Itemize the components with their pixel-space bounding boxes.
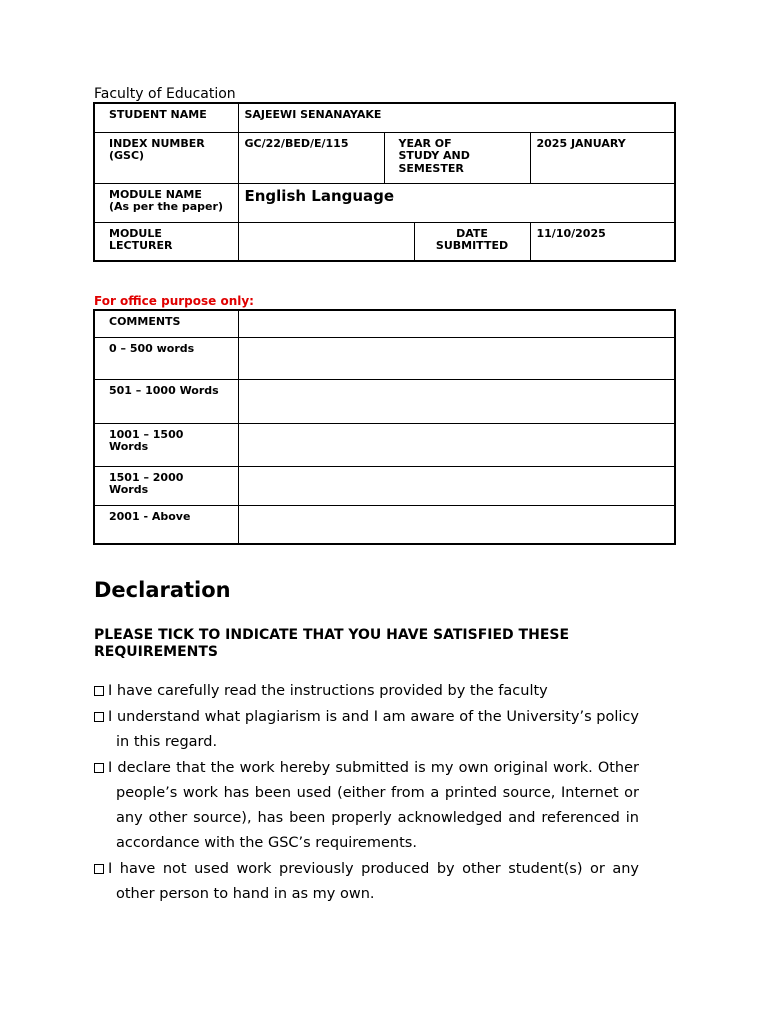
module-name-label: MODULE NAME (As per the paper) (94, 183, 238, 222)
list-item (94, 705, 639, 755)
student-name-value[interactable]: SAJEEWI SENANAYAKE (238, 103, 675, 132)
checkbox-icon[interactable] (94, 763, 104, 773)
declaration-heading: Declaration (94, 578, 231, 602)
table-row (94, 379, 675, 423)
checkbox-icon[interactable] (94, 712, 104, 722)
word-range-value[interactable] (238, 505, 675, 544)
module-lecturer-row (94, 222, 675, 261)
year-of-study-label: YEAR OF STUDY AND SEMESTER (384, 132, 530, 183)
checklist-text: I have not used work previously produced by other student(s) or any other person to hand in as my own. (108, 861, 639, 902)
module-lecturer-value[interactable] (238, 222, 414, 261)
date-submitted-value[interactable]: 11/10/2025 (530, 222, 675, 261)
word-range-label: 0 – 500 words (94, 337, 238, 379)
word-range-label: 1001 – 1500 Words (94, 423, 238, 466)
table-row (94, 505, 675, 544)
word-range-label: 501 – 1000 Words (94, 379, 238, 423)
checkbox-icon[interactable] (94, 864, 104, 874)
list-item (94, 857, 639, 907)
index-number-label: INDEX NUMBER (GSC) (94, 132, 238, 183)
word-range-value[interactable] (238, 423, 675, 466)
index-number-row (94, 132, 675, 183)
checklist-text: I have carefully read the instructions provided by the faculty (108, 683, 548, 699)
module-name-row (94, 183, 675, 222)
word-range-value[interactable] (238, 379, 675, 423)
word-range-value[interactable] (238, 337, 675, 379)
index-number-value[interactable]: GC/22/BED/E/115 (238, 132, 384, 183)
comments-value[interactable] (238, 310, 675, 337)
declaration-checklist (94, 679, 639, 908)
table-row (94, 337, 675, 379)
checklist-text: I declare that the work hereby submitted is my own original work. Other people’s work has been used (either from a printed source, Internet or any other source), has been properly acknowledged and referenced in accordance with the GSC’s requirements. (108, 760, 639, 851)
student-name-row (94, 103, 675, 132)
year-of-study-value[interactable]: 2025 JANUARY (530, 132, 675, 183)
list-item (94, 756, 639, 856)
student-name-label: STUDENT NAME (94, 103, 238, 132)
office-purpose-note: For office purpose only: (94, 294, 254, 308)
checkbox-icon[interactable] (94, 686, 104, 696)
declaration-instruction: PLEASE TICK TO INDICATE THAT YOU HAVE SATISFIED THESE REQUIREMENTS (94, 627, 570, 660)
table-row (94, 466, 675, 505)
list-item (94, 679, 639, 704)
module-lecturer-label: MODULE LECTURER (94, 222, 238, 261)
student-info-table (93, 102, 676, 262)
comments-label: COMMENTS (94, 310, 238, 337)
module-name-value[interactable]: English Language (238, 183, 675, 222)
word-range-label: 1501 – 2000 Words (94, 466, 238, 505)
comments-table (93, 309, 676, 545)
faculty-title: Faculty of Education (94, 86, 236, 102)
table-row (94, 423, 675, 466)
word-range-value[interactable] (238, 466, 675, 505)
date-submitted-label: DATE SUBMITTED (414, 222, 530, 261)
checklist-text: I understand what plagiarism is and I am aware of the University’s policy in this regard. (108, 709, 639, 750)
word-range-label: 2001 - Above (94, 505, 238, 544)
table-row (94, 310, 675, 337)
